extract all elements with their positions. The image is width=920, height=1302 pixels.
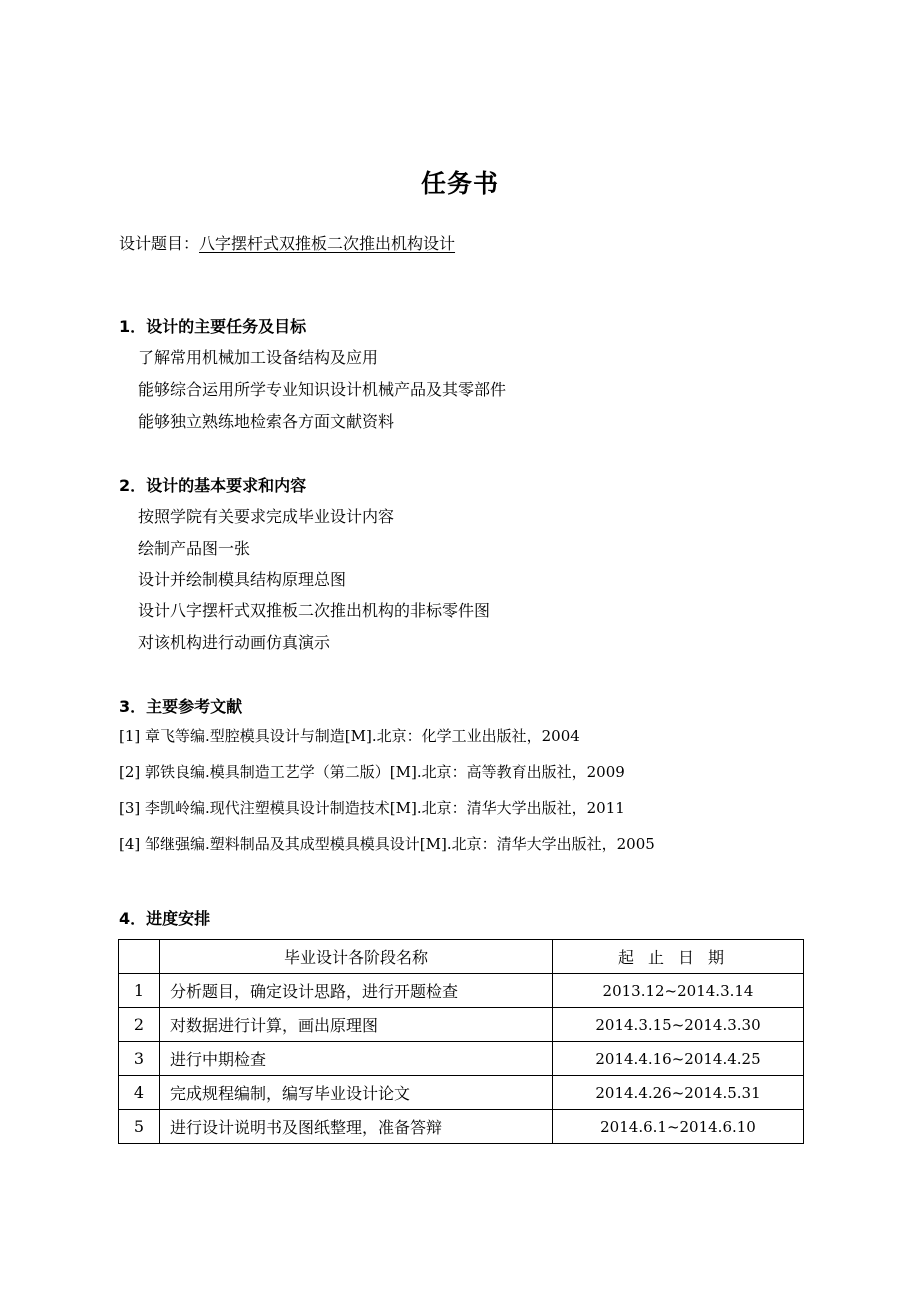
reference-item: [2] 郭铁良编.模具制造工艺学（第二版）[M].北京：高等教育出版社，2009 [119, 763, 625, 781]
stage-name: 进行中期检查 [160, 1042, 553, 1076]
schedule-table [118, 939, 804, 1144]
design-topic-value: 八字摆杆式双推板二次推出机构设计 [199, 234, 456, 253]
table-row [119, 1008, 804, 1042]
row-number: 1 [119, 974, 160, 1008]
goal-item: 能够独立熟练地检索各方面文献资料 [138, 412, 395, 431]
table-header-row [119, 940, 804, 974]
requirement-item: 绘制产品图一张 [138, 539, 251, 558]
requirement-item: 设计八字摆杆式双推板二次推出机构的非标零件图 [138, 601, 491, 620]
row-number: 3 [119, 1042, 160, 1076]
section-heading-schedule: 4．进度安排 [119, 909, 211, 928]
reference-item: [4] 邹继强编.塑料制品及其成型模具模具设计[M].北京：清华大学出版社，2005 [119, 835, 655, 853]
requirement-item: 设计并绘制模具结构原理总图 [138, 570, 347, 589]
stage-dates: 2013.12~2014.3.14 [553, 974, 804, 1008]
reference-item: [3] 李凯岭编.现代注塑模具设计制造技术[M].北京：清华大学出版社，2011 [119, 799, 625, 817]
design-topic [119, 231, 455, 254]
reference-item: [1] 章飞等编.型腔模具设计与制造[M].北京：化学工业出版社，2004 [119, 727, 580, 745]
section-heading-references: 3．主要参考文献 [119, 697, 243, 716]
section-heading-requirements: 2．设计的基本要求和内容 [119, 476, 307, 495]
header-stage-name: 毕业设计各阶段名称 [160, 940, 553, 974]
header-no [119, 940, 160, 974]
header-dates: 起止日期 [553, 940, 804, 974]
table-row [119, 1110, 804, 1144]
table-row [119, 1076, 804, 1110]
goal-item: 能够综合运用所学专业知识设计机械产品及其零部件 [138, 380, 507, 399]
requirement-item: 按照学院有关要求完成毕业设计内容 [138, 507, 395, 526]
design-topic-label: 设计题目： [119, 234, 200, 253]
table-row [119, 974, 804, 1008]
stage-name: 分析题目，确定设计思路，进行开题检查 [160, 974, 553, 1008]
section-heading-goals: 1．设计的主要任务及目标 [119, 317, 307, 336]
stage-name: 对数据进行计算，画出原理图 [160, 1008, 553, 1042]
stage-name: 完成规程编制，编写毕业设计论文 [160, 1076, 553, 1110]
row-number: 5 [119, 1110, 160, 1144]
requirement-item: 对该机构进行动画仿真演示 [138, 633, 331, 652]
stage-dates: 2014.4.16~2014.4.25 [553, 1042, 804, 1076]
row-number: 4 [119, 1076, 160, 1110]
stage-name: 进行设计说明书及图纸整理，准备答辩 [160, 1110, 553, 1144]
row-number: 2 [119, 1008, 160, 1042]
table-row [119, 1042, 804, 1076]
page-title: 任务书 [420, 169, 499, 198]
stage-dates: 2014.4.26~2014.5.31 [553, 1076, 804, 1110]
stage-dates: 2014.6.1~2014.6.10 [553, 1110, 804, 1144]
stage-dates: 2014.3.15~2014.3.30 [553, 1008, 804, 1042]
goal-item: 了解常用机械加工设备结构及应用 [138, 348, 379, 367]
